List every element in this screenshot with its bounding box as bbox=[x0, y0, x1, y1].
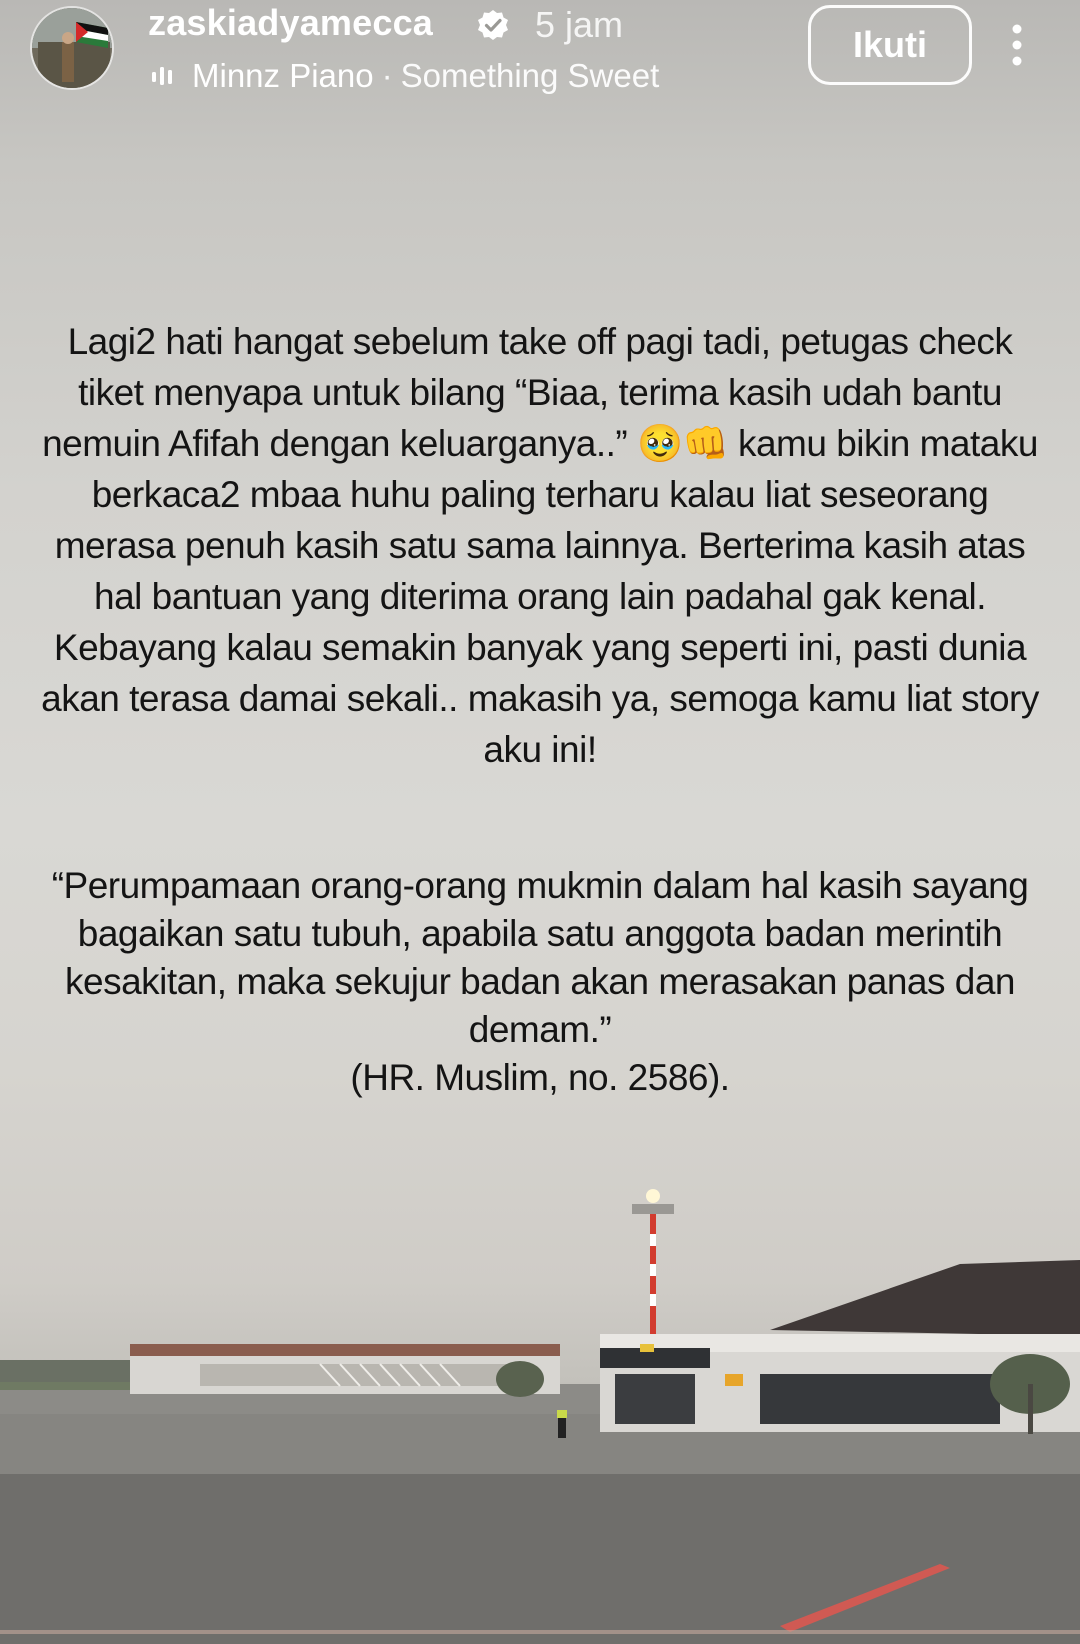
verified-badge-icon bbox=[476, 8, 510, 42]
username[interactable]: zaskiadyamecca bbox=[148, 2, 434, 43]
airport-background-photo bbox=[0, 1164, 1080, 1644]
post-time: 5 jam bbox=[535, 4, 624, 45]
music-separator: · bbox=[381, 57, 393, 94]
music-attribution[interactable] bbox=[150, 56, 659, 96]
story-quote bbox=[40, 862, 1040, 1102]
story-header bbox=[0, 0, 1080, 110]
music-title: Something Sweet bbox=[400, 57, 660, 94]
more-vertical-icon[interactable] bbox=[1002, 20, 1032, 70]
follow-button[interactable]: Ikuti bbox=[808, 5, 972, 85]
quote-source: (HR. Muslim, no. 2586). bbox=[350, 1057, 730, 1098]
music-artist: Minnz Piano bbox=[192, 57, 374, 94]
music-bars-icon bbox=[150, 64, 180, 88]
story-caption-text: Lagi2 hati hangat sebelum take off pagi tadi, petugas check tiket menyapa untuk bilang “Biaa, terima kasih udah bantu nemuin Afifah dengan keluarganya..” 🥹👊 kamu bikin mataku berkaca2 mbaa huhu paling terharu kalau liat seseorang merasa penuh kasih satu sama lainnya. Berterima kasih atas hal bantuan yang diterima orang lain padahal gak kenal. Kebayang kalau semakin banyak yang seperti ini, pasti dunia akan terasa damai sekali.. makasih ya, semoga kamu liat story aku ini! bbox=[41, 321, 1039, 770]
avatar[interactable] bbox=[30, 6, 114, 90]
avatar-photo bbox=[32, 8, 114, 90]
quote-text: “Perumpamaan orang-orang mukmin dalam hal kasih sayang bagaikan satu tubuh, apabila satu anggota badan merintih kesakitan, maka sekujur badan akan merasakan panas dan demam.” bbox=[51, 865, 1029, 1050]
